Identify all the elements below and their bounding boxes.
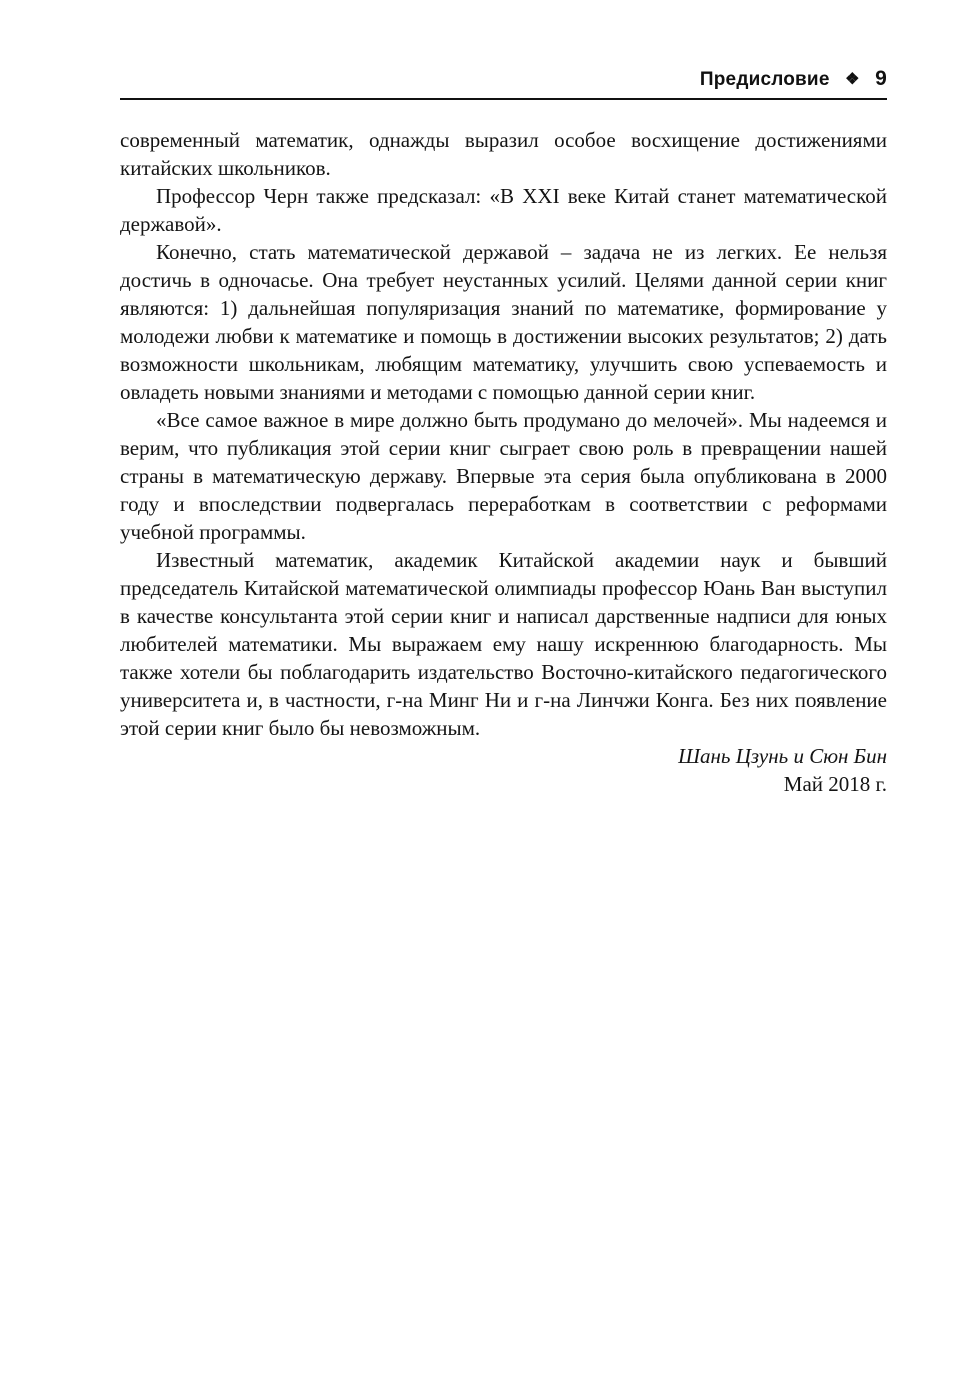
running-head-title: Предисловие	[699, 69, 830, 90]
page-header	[120, 68, 887, 100]
paragraph: Конечно, стать математической державой – задача не из легких. Ее нельзя достичь в одночасье. Она требует неустанных усилий. Целями данной серии книг являются: 1) дальнейшая популяризация знаний по математике, формирование у молодежи любви к математике и помощь в достижении высоких результатов; 2) дать возможности школьникам, любящим математику, улучшить свою успеваемость и овладеть новыми знаниями и методами с помощью данной серии книг.	[120, 240, 887, 404]
paragraph: Известный математик, академик Китайской академии наук и бывший председатель Китайской математической олимпиады профессор Юань Ван выступил в качестве консультанта этой серии книг и написал дарственные надписи для юных любителей математики. Мы выражаем ему нашу искреннюю благодарность. Мы также хотели бы поблагодарить издательство Восточно-китайского педагогического университета и, в частности, г-на Минг Ни и г-на Линчжи Конга. Без них появление этой серии книг было бы невозможным.	[120, 548, 887, 740]
signature-authors: Шань Цзунь и Сюн Бин	[678, 744, 887, 768]
page-body	[120, 126, 887, 798]
header-rule	[120, 98, 887, 100]
page-number: 9	[875, 67, 887, 90]
running-head	[120, 68, 887, 89]
signature-date: Май 2018 г.	[783, 772, 887, 796]
paragraph: «Все самое важное в мире должно быть продумано до мелочей». Мы надеемся и верим, что публикация этой серии книг сыграет свою роль в превращении нашей страны в математическую державу. Впервые эта серия была опубликована в 2000 году и впоследствии подвергалась переработкам в соответствии с реформами учебной программы.	[120, 408, 887, 544]
paragraph: современный математик, однажды выразил особое восхищение достижениями китайских школьников.	[120, 128, 887, 180]
diamond-ornament-icon: ❖	[845, 71, 860, 88]
paragraph: Профессор Черн также предсказал: «В XXI веке Китай станет математической державой».	[120, 184, 887, 236]
